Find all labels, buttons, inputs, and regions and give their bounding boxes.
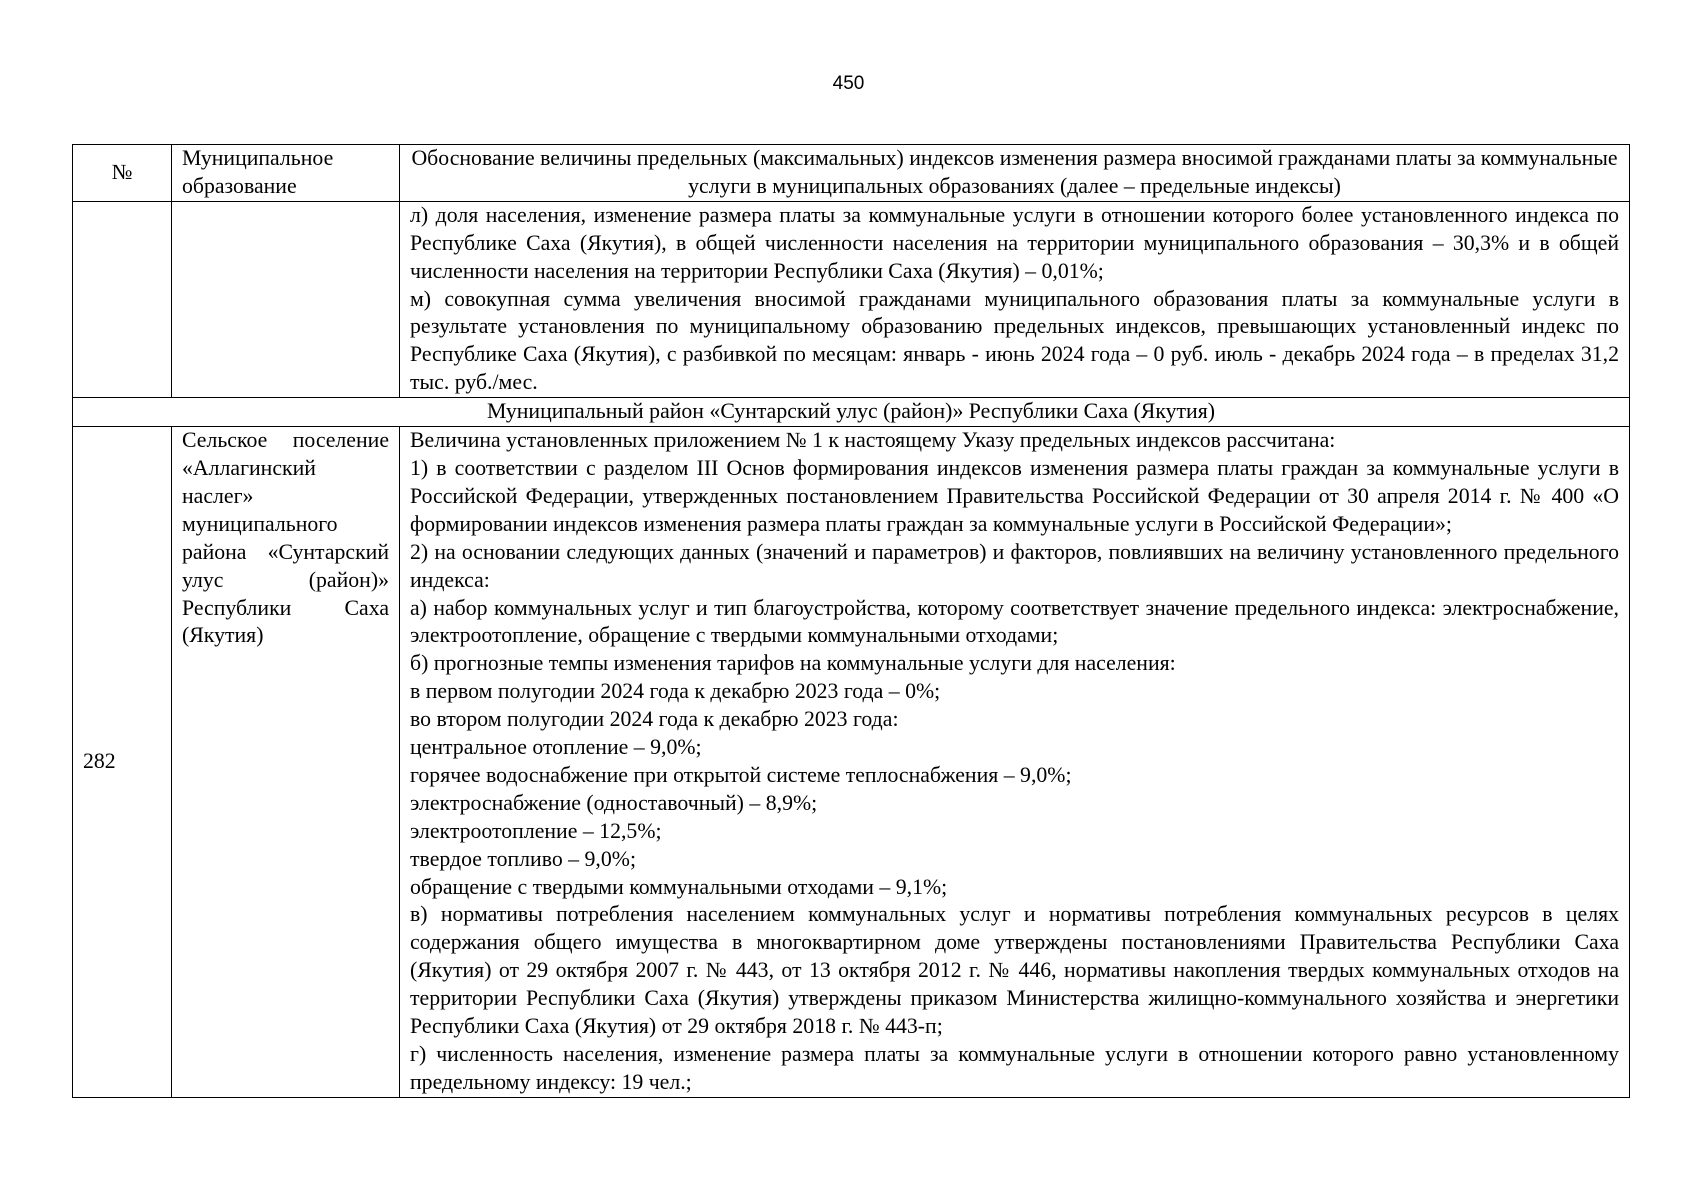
header-number: № (73, 145, 172, 202)
municipality-name: Сельское поселение «Аллагинский наслег» муниципального района «Сунтарский улус (район)» Республики Саха (Якутия) (172, 427, 400, 1098)
paragraph: электроотопление – 12,5%; (410, 818, 662, 843)
paragraph: в первом полугодии 2024 года к декабрю 2023 года – 0%; (410, 679, 941, 704)
header-justification: Обоснование величины предельных (максимальных) индексов изменения размера вносимой гражданами платы за коммунальные услуги в муниципальных образованиях (далее – предельные индексы) (400, 145, 1630, 202)
table-row (73, 427, 1630, 1098)
paragraph: твердое топливо – 9,0%; (410, 846, 636, 871)
continuation-justification-cell (400, 201, 1630, 397)
paragraph: л) доля населения, изменение размера платы за коммунальные услуги в отношении которого более установленного индекса по Республике Саха (Якутия), в общей численности населения на территории муниципального образования – 30,3% и в общей численности населения на территории Республики Саха (Якутия) – 0,01%; (410, 202, 1619, 283)
paragraph: 1) в соответствии с разделом III Основ формирования индексов изменения размера платы граждан за коммунальные услуги в Российской Федерации, утвержденных постановлением Правительства Российской Федерации от 30 апреля 2014 г. № 400 «О формировании индексов изменения размера платы граждан за коммунальные услуги в Российской Федерации»; (410, 455, 1619, 536)
paragraph: во втором полугодии 2024 года к декабрю 2023 года: (410, 707, 899, 732)
paragraph: Величина установленных приложением № 1 к настоящему Указу предельных индексов рассчитана: (410, 428, 1336, 453)
paragraph: а) набор коммунальных услуг и тип благоустройства, которому соответствует значение предельного индекса: электроснабжение, электроотопление, обращение с твердыми коммунальными отходами; (410, 595, 1619, 648)
paragraph: б) прогнозные темпы изменения тарифов на коммунальные услуги для населения: (410, 651, 1176, 676)
paragraph: 2) на основании следующих данных (значений и параметров) и факторов, повлиявших на величину установленного предельного индекса: (410, 539, 1619, 592)
paragraph: обращение с твердыми коммунальными отходами – 9,1%; (410, 874, 948, 899)
paragraph: электроснабжение (одноставочный) – 8,9%; (410, 790, 818, 815)
paragraph: г) численность населения, изменение размера платы за коммунальные услуги в отношении которого равно установленному предельному индексу: 19 чел.; (410, 1042, 1619, 1094)
continuation-row (73, 201, 1630, 397)
justification-cell (400, 427, 1630, 1098)
page-number: 450 (832, 73, 865, 94)
continuation-number-cell (73, 201, 172, 397)
paragraph: центральное отопление – 9,0%; (410, 735, 702, 760)
section-title: Муниципальный район «Сунтарский улус (район)» Республики Саха (Якутия) (73, 398, 1630, 427)
indices-table (72, 144, 1630, 1098)
row-number: 282 (73, 427, 172, 1098)
paragraph: горячее водоснабжение при открытой системе теплоснабжения – 9,0%; (410, 762, 1072, 787)
table-header-row (73, 145, 1630, 202)
paragraph: м) совокупная сумма увеличения вносимой гражданами муниципального образования платы за коммунальные услуги в результате установления по муниципальному образованию предельных индексов, превышающих установленный индекс по Республике Саха (Якутия), с разбивкой по месяцам: январь - июнь 2024 года – 0 руб. июль - декабрь 2024 года – в пределах 31,2 тыс. руб./мес. (410, 286, 1619, 395)
paragraph: в) нормативы потребления населением коммунальных услуг и нормативы потребления коммунальных ресурсов в целях содержания общего имущества в многоквартирном доме утверждены постановлениями Правительства Республики Саха (Якутия) от 29 октября 2007 г. № 443, от 13 октября 2012 г. № 446, нормативы накопления твердых коммунальных отходов на территории Республики Саха (Якутия) утверждены приказом Министерства жилищно-коммунального хозяйства и энергетики Республики Саха (Якутия) от 29 октября 2018 г. № 443-п; (410, 902, 1619, 1039)
header-municipality: Муниципальное образование (172, 145, 400, 202)
section-row (73, 398, 1630, 427)
continuation-municipality-cell (172, 201, 400, 397)
